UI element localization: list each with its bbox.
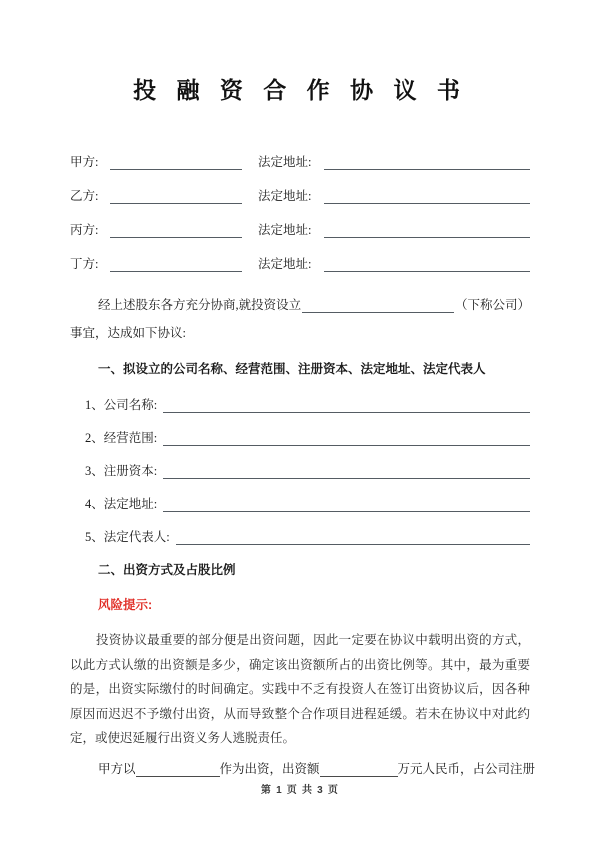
item-blank[interactable] — [163, 431, 530, 446]
list-item — [70, 393, 530, 413]
list-item — [70, 525, 530, 545]
contribution-part-2: 作为出资，出资额 — [219, 761, 320, 776]
page-title: 投 融 资 合 作 协 议 书 — [133, 77, 467, 103]
party-name-blank[interactable] — [110, 154, 242, 170]
contribution-clause-row — [70, 757, 536, 777]
contribution-part-1: 甲方以 — [98, 761, 136, 776]
party-address-label: 法定地址: — [258, 155, 312, 169]
party-row — [70, 216, 530, 238]
party-label: 丁方: — [70, 257, 99, 271]
intro-paragraph — [70, 294, 530, 341]
party-name-blank[interactable] — [110, 256, 242, 272]
intro-line-2: 事宜，达成如下协议: — [70, 326, 186, 340]
item-blank[interactable] — [176, 530, 530, 545]
contribution-amount-blank[interactable] — [320, 762, 398, 777]
section-one-heading: 一、拟设立的公司名称、经营范围、注册资本、法定地址、法定代表人 — [98, 362, 486, 376]
risk-notice-title: 风险提示: — [98, 598, 153, 612]
item-label: 1、公司名称: — [85, 398, 158, 412]
item-blank[interactable] — [163, 398, 530, 413]
party-address-blank[interactable] — [324, 154, 530, 170]
list-item — [70, 492, 530, 512]
item-label: 4、法定地址: — [85, 497, 158, 511]
party-label: 丙方: — [70, 223, 99, 237]
risk-notice-body: 投资协议最重要的部分便是出资问题，因此一定要在协议中载明出资的方式，以此方式认缴的出资额是多少，确定该出资额所占的出资比例等。其中，最为重要的是，出资实际缴付的时间确定。实践中不乏有投资人在签订出资协议后，因各种原因而迟迟不予缴付出资，从而导致整个合作项目进程延缓。若未在协议中对此约定，或使迟延履行出资义务人逃脱责任。 — [70, 633, 530, 745]
party-row — [70, 182, 530, 204]
item-label: 5、法定代表人: — [85, 530, 170, 544]
item-blank[interactable] — [163, 464, 530, 479]
party-name-blank[interactable] — [110, 222, 242, 238]
party-address-blank[interactable] — [324, 188, 530, 204]
party-row — [70, 250, 530, 272]
contribution-part-3: 万元人民币，占公司注册 — [397, 761, 536, 776]
item-label: 2、经营范围: — [85, 431, 158, 445]
party-address-label: 法定地址: — [258, 223, 312, 237]
item-label: 3、注册资本: — [85, 464, 158, 478]
party-name-blank[interactable] — [110, 188, 242, 204]
intro-lead-text: 经上述股东各方充分协商,就投资设立 — [98, 298, 302, 312]
intro-tail-text: （下称公司） — [454, 298, 530, 312]
party-row — [70, 148, 530, 170]
party-label: 甲方: — [70, 155, 99, 169]
section-one-items — [70, 393, 530, 545]
party-address-blank[interactable] — [324, 222, 530, 238]
list-item — [70, 459, 530, 479]
item-blank[interactable] — [163, 497, 530, 512]
list-item — [70, 426, 530, 446]
party-address-label: 法定地址: — [258, 189, 312, 203]
party-label: 乙方: — [70, 189, 99, 203]
party-block — [70, 148, 530, 272]
company-name-blank[interactable] — [302, 298, 454, 313]
party-address-blank[interactable] — [324, 256, 530, 272]
contribution-method-blank[interactable] — [136, 762, 220, 777]
page-footer: 第 1 页 共 3 页 — [260, 785, 340, 796]
section-two-heading: 二、出资方式及占股比例 — [98, 563, 236, 577]
intro-line-1 — [70, 294, 530, 313]
party-address-label: 法定地址: — [258, 257, 312, 271]
